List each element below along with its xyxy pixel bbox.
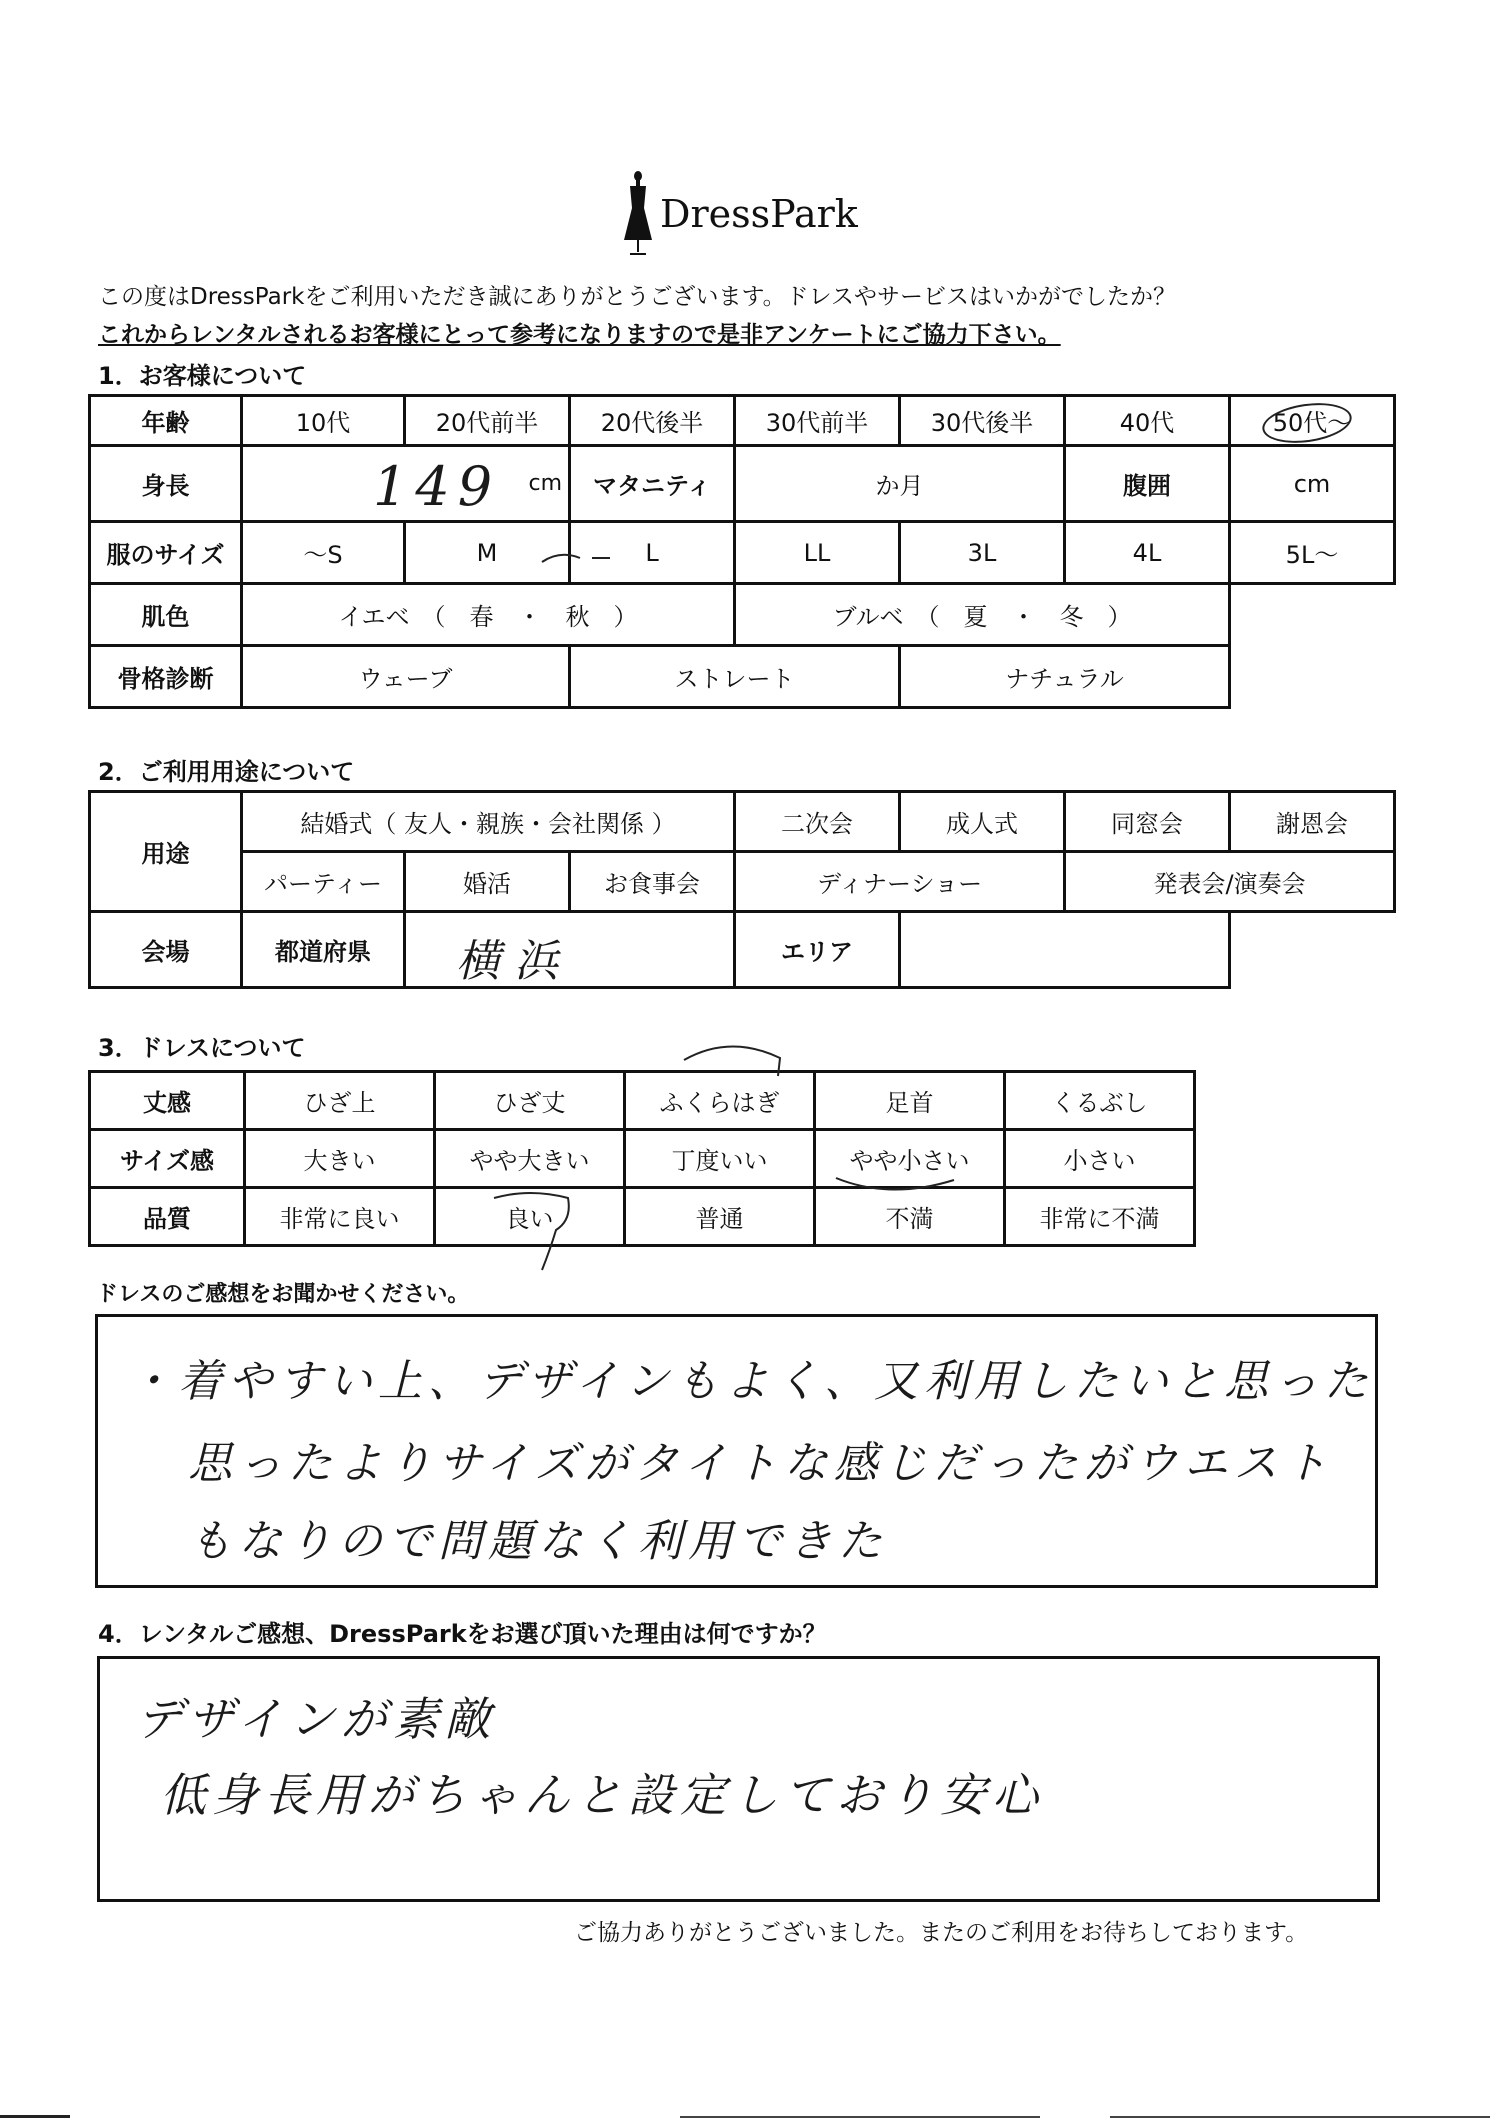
height-cell <box>242 446 570 522</box>
request-text: これからレンタルされるお客様にとって参考になりますので是非アンケートにご協力下さい。 <box>98 322 1061 348</box>
quality-option: 非常に良い <box>245 1188 435 1246</box>
skin-yellow: イエベ （ 春 ・ 秋 ） <box>242 584 735 646</box>
customer-table <box>88 394 1396 709</box>
area-value-cell <box>900 912 1230 988</box>
prefecture-label: 都道府県 <box>242 912 405 988</box>
age-option: 40代 <box>1065 396 1230 446</box>
usage-option: 成人式 <box>900 792 1065 852</box>
frame-row <box>90 646 1395 708</box>
age-option: 20代後半 <box>570 396 735 446</box>
size-option: L <box>570 522 735 584</box>
length-option: ひざ上 <box>245 1072 435 1130</box>
age-row <box>90 396 1395 446</box>
waist-label: 腹囲 <box>1065 446 1230 522</box>
reason-box <box>97 1656 1380 1902</box>
fit-option: 小さい <box>1005 1130 1195 1188</box>
length-option-selected: ふくらはぎ <box>625 1072 815 1130</box>
empty-cell <box>1230 584 1395 646</box>
section-2-title: 2．ご利用用途について <box>98 758 355 786</box>
comment-box <box>95 1314 1378 1588</box>
length-option: くるぶし <box>1005 1072 1195 1130</box>
use-label: 用途 <box>90 792 242 912</box>
fit-selection-mark <box>830 1160 960 1200</box>
quality-option-selected: 良い <box>435 1188 625 1246</box>
length-option: ひざ丈 <box>435 1072 625 1130</box>
intro-text: この度はDressParkをご利用いただき誠にありがとうございます。ドレスやサービスはいかがでしたか？ <box>98 284 1176 310</box>
empty-cell <box>1230 646 1395 708</box>
quality-label: 品質 <box>90 1188 245 1246</box>
reason-line-2: 低身長用がちゃんと設定しており安心 <box>160 1768 1044 1822</box>
size-option: 3L <box>900 522 1065 584</box>
usage-option: 謝恩会 <box>1230 792 1395 852</box>
age-option: 10代 <box>242 396 405 446</box>
size-option: 4L <box>1065 522 1230 584</box>
skin-blue: ブルベ （ 夏 ・ 冬 ） <box>735 584 1230 646</box>
scan-divider <box>1110 2116 1490 2118</box>
fit-label: サイズ感 <box>90 1130 245 1188</box>
comment-line-1: ・着やすい上、デザインもよく、又利用したいと思った <box>128 1356 1375 1407</box>
skin-row <box>90 584 1395 646</box>
usage-row-1 <box>90 792 1395 852</box>
empty-cell <box>1230 912 1395 988</box>
height-label: 身長 <box>90 446 242 522</box>
size-row <box>90 522 1395 584</box>
age-label: 年齢 <box>90 396 242 446</box>
area-label: エリア <box>735 912 900 988</box>
comment-line-3: もなりので問題なく利用できた <box>188 1516 888 1567</box>
frame-option: ナチュラル <box>900 646 1230 708</box>
length-row <box>90 1072 1195 1130</box>
dress-mannequin-icon <box>620 170 656 256</box>
size-option: LL <box>735 522 900 584</box>
size-option: M <box>405 522 570 584</box>
prefecture-handwritten-value: 横浜 <box>456 936 572 987</box>
size-label: 服のサイズ <box>90 522 242 584</box>
quality-option: 非常に不満 <box>1005 1188 1195 1246</box>
size-option: 〜S <box>242 522 405 584</box>
quality-row <box>90 1188 1195 1246</box>
comment-line-2: 思ったよりサイズがタイトな感じだったがウエスト <box>188 1438 1334 1489</box>
scan-divider <box>0 2115 70 2118</box>
frame-label: 骨格診断 <box>90 646 242 708</box>
usage-table <box>88 790 1396 989</box>
age-option: 30代後半 <box>900 396 1065 446</box>
age-option: 30代前半 <box>735 396 900 446</box>
venue-label: 会場 <box>90 912 242 988</box>
wedding-option: 結婚式（ 友人・親族・会社関係 ） <box>242 792 735 852</box>
fit-row <box>90 1130 1195 1188</box>
brand-logo <box>620 170 858 260</box>
usage-option: 同窓会 <box>1065 792 1230 852</box>
quality-option: 普通 <box>625 1188 815 1246</box>
age-option: 20代前半 <box>405 396 570 446</box>
fit-option: 大きい <box>245 1130 435 1188</box>
waist-unit: cm <box>1230 446 1395 522</box>
quality-option: 不満 <box>815 1188 1005 1246</box>
section-3-title: 3．ドレスについて <box>98 1034 306 1062</box>
age-option-selected: 50代〜 <box>1230 396 1395 446</box>
section-4-title: 4．レンタルご感想、DressParkをお選び頂いた理由は何ですか？ <box>98 1620 827 1648</box>
fit-option-selected: やや小さい <box>815 1130 1005 1188</box>
footer-thanks: ご協力ありがとうございました。またのご利用をお待ちしております。 <box>574 1920 1309 1946</box>
height-row <box>90 446 1395 522</box>
usage-option: ディナーショー <box>735 852 1065 912</box>
section-1-title: 1．お客様について <box>98 362 307 390</box>
maternity-months: か月 <box>735 446 1065 522</box>
usage-option: お食事会 <box>570 852 735 912</box>
usage-option: 発表会/演奏会 <box>1065 852 1395 912</box>
size-dash-mark <box>540 548 620 568</box>
length-selection-mark <box>680 1040 790 1080</box>
usage-row-2 <box>90 852 1395 912</box>
size-option: 5L〜 <box>1230 522 1395 584</box>
scan-divider <box>680 2116 1040 2118</box>
usage-option: 婚活 <box>405 852 570 912</box>
frame-option: ウェーブ <box>242 646 570 708</box>
comment-prompt: ドレスのご感想をお聞かせください。 <box>96 1282 470 1307</box>
fit-option: やや大きい <box>435 1130 625 1188</box>
brand-name: DressPark <box>660 192 858 236</box>
usage-option: パーティー <box>242 852 405 912</box>
skin-label: 肌色 <box>90 584 242 646</box>
height-handwritten-value: 149 <box>373 455 501 518</box>
dress-table <box>88 1070 1196 1247</box>
reason-line-1: デザインが素敵 <box>136 1692 497 1746</box>
venue-row <box>90 912 1395 988</box>
maternity-label: マタニティ <box>570 446 735 522</box>
quality-selection-mark <box>490 1190 580 1280</box>
frame-option: ストレート <box>570 646 900 708</box>
length-label: 丈感 <box>90 1072 245 1130</box>
length-option: 足首 <box>815 1072 1005 1130</box>
fit-option: 丁度いい <box>625 1130 815 1188</box>
usage-option: 二次会 <box>735 792 900 852</box>
height-unit: cm <box>528 471 562 496</box>
prefecture-cell <box>405 912 735 988</box>
